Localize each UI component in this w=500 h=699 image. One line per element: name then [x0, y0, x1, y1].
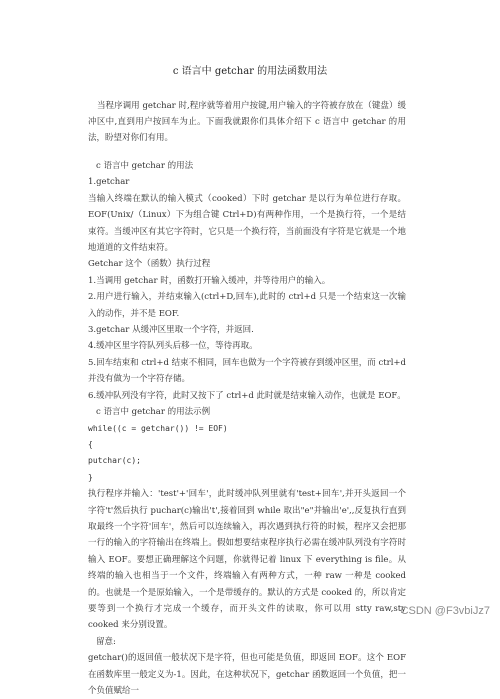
- paragraph: Getchar 这个（函数）执行过程: [88, 259, 211, 270]
- code-line: putchar(c);: [88, 456, 141, 466]
- code-line: }: [88, 472, 93, 482]
- code-line: {: [88, 439, 93, 449]
- doc-title: c 语言中 getchar 的用法函数用法: [172, 66, 328, 77]
- watermark: CSDN @F3vbiJz7: [400, 605, 490, 617]
- code-line: while((c = getchar()) != EOF): [88, 423, 228, 433]
- list-item: 5.回车结束和 ctrl+d 结束不相同，回车也做为一个字符被存到缓冲区里，而 ctrl+d 并没有做为一个字符存储。: [88, 357, 406, 385]
- list-item: 2.用户进行输入，并结束输入(ctrl+D,回车),此时的 ctrl+d 只是一个结束这一次输入的动作，并不是 EOF.: [88, 292, 406, 319]
- list-item: 4.缓冲区里字符队列头后移一位，等待再取。: [88, 341, 258, 352]
- section-heading: c 语言中 getchar 的用法: [96, 161, 194, 171]
- list-item: 3.getchar 从缓冲区里取一个字符，并返回.: [88, 325, 254, 336]
- paragraph: 当输入终端在默认的输入模式（cooked）下时 getchar 是以行为单位进行存取。EOF(Unix/（Linux）下为组合键 Ctrl+D)有两种作用，一个是换行符，一个是结束符。当缓冲区有其它字符时，它只是一个换行符，当前面没有字符是它就是一个地地道道的文件结束符。: [88, 193, 406, 254]
- list-item: 6.缓冲队列没有字符，此时又按下了 ctrl+d 此时就是结束输入动作，也就是 EOF。: [88, 390, 406, 401]
- section-heading: c 语言中 getchar 的用法示例: [96, 407, 211, 418]
- doc-intro: 当程序调用 getchar 时,程序就等着用户按键,用户输入的字符被存放在（键盘）缓冲区中,直到用户按回车为止。下面我就跟你们具体介绍下 c 语言中 getchar 的用法，盼望对你们有用。: [88, 101, 406, 143]
- note-heading: 留意:: [96, 636, 116, 647]
- paragraph: 1.getchar: [88, 177, 130, 188]
- paragraph: getchar()的返回值一般状况下是字符，但也可能是负值，即返回 EOF。这个 EOF 在函数库里一般定义为-1。因此，在这种状况下，getchar 函数返回一个负值，把一个负值赋给一: [88, 653, 406, 696]
- doc-body: [88, 158, 406, 699]
- paragraph: 执行程序并输入：'test'+'回车'，此时缓冲队列里就有'test+回车',并开头返回一个字符't'然后执行 puchar(c)输出't',接着回到 while 取出"e"并输出'e',,反复执行直到取最终一个字符'回车'，然后可以连续输入，再次遇到执行符的时候，程序又会把那一行的输入的字符输出在终端上。假如想要结束程序执行必需在缓冲队列没有字符时输入 EOF。要想正确理解这个问题，你就得记着 linux 下 everything is file。从终端的输入也相当于一个文件，终端输入有两种方式，一种 raw 一种是 cooked 的。也就是一个是原始输入，一个是带缓存的。默认的方式是 cooked 的，所以肯定要等到一个换行才完成一个缓存，而开头文件的读取，你可以用 stty raw,sty cooked 来分别设置。: [88, 489, 406, 631]
- list-item: 1.当调用 getchar 时，函数打开输入缓冲，并等待用户的输入。: [88, 275, 331, 286]
